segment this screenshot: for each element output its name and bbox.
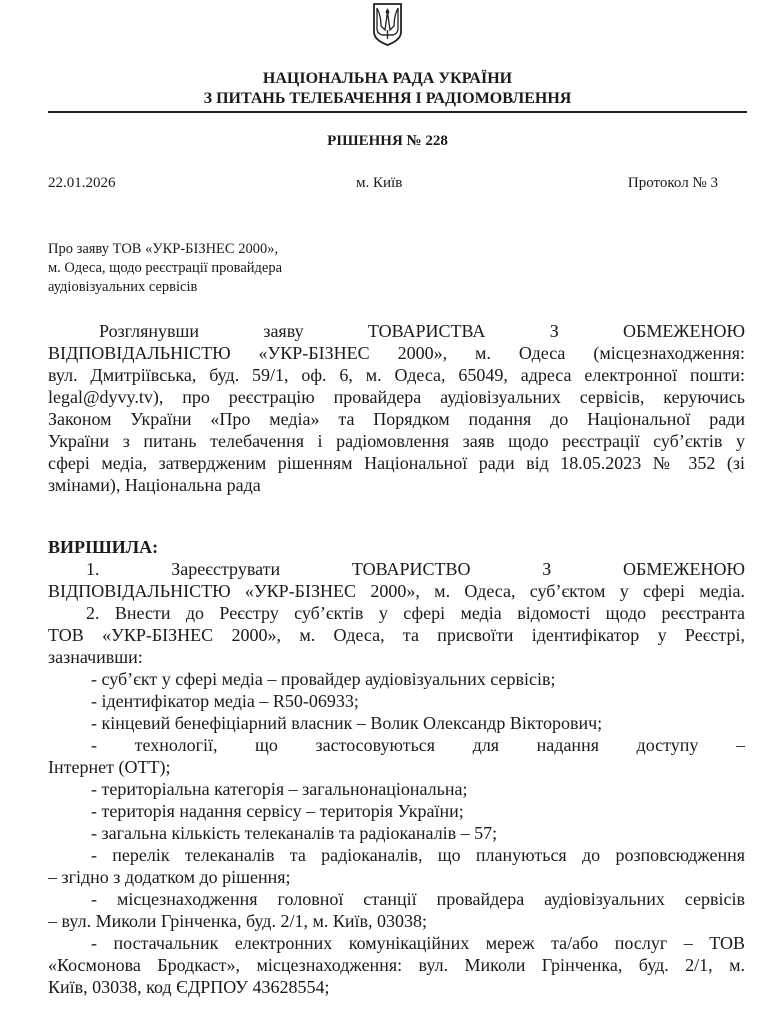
preamble-line: сфері медіа, затвердженим рішенням Національної ради від 18.05.2023 № 352 (зі	[48, 453, 745, 473]
preamble-line: Розглянувши заяву ТОВАРИСТВА З ОБМЕЖЕНОЮ	[99, 321, 745, 341]
detail-line: - суб’єкт у сфері медіа – провайдер аудіовізуальних сервісів;	[91, 669, 556, 689]
detail-line: «Космонова Бродкаст», місцезнаходження: вул. Миколи Грінченка, буд. 2/1, м.	[48, 955, 745, 975]
subject-line: аудіовізуальних сервісів	[48, 279, 198, 295]
decision-subject	[48, 240, 282, 297]
item-2-line: ТОВ «УКР-БІЗНЕС 2000», м. Одеса, та присвоїти ідентифікатор у Реєстрі,	[48, 625, 745, 645]
resolution-section	[48, 536, 745, 998]
preamble-line: Законом України «Про медіа» та Порядком подання до Національної ради	[48, 409, 745, 429]
preamble-line: ВІДПОВІДАЛЬНІСТЮ «УКР-БІЗНЕС 2000», м. Одеса (місцезнаходження:	[48, 343, 745, 363]
council-name-line2: З ПИТАНЬ ТЕЛЕБАЧЕННЯ І РАДІОМОВЛЕННЯ	[203, 90, 572, 107]
preamble-line: України з питань телебачення і радіомовлення заяв щодо реєстрації суб’єктів у	[48, 431, 745, 451]
detail-line: - технології, що застосовуються для надання доступу –	[91, 735, 745, 755]
ukraine-trident-icon	[372, 2, 403, 46]
detail-line: - загальна кількість телеканалів та радіоканалів – 57;	[91, 823, 498, 843]
detail-line: - місцезнаходження головної станції провайдера аудіовізуальних сервісів	[91, 889, 745, 909]
detail-line: - перелік телеканалів та радіоканалів, що плануються до розповсюдження	[91, 845, 745, 865]
protocol-number: Протокол № 3	[627, 175, 718, 191]
preamble-paragraph	[48, 320, 745, 496]
detail-line: Київ, 03038, код ЄДРПОУ 43628554;	[48, 977, 330, 997]
subject-line: м. Одеса, щодо реєстрації провайдера	[48, 260, 283, 276]
detail-line: Інтернет (ОТТ);	[48, 757, 171, 777]
preamble-line: вул. Дмитріївська, буд. 59/1, оф. 6, м. Одеса, 65049, адреса електронної пошти:	[48, 365, 745, 385]
detail-line: - територія надання сервісу – територія України;	[91, 801, 464, 821]
council-name-line1: НАЦІОНАЛЬНА РАДА УКРАЇНИ	[262, 70, 513, 87]
item-1-line: ВІДПОВІДАЛЬНІСТЮ «УКР-БІЗНЕС 2000», м. Одеса, суб’єктом у сфері медіа.	[48, 581, 745, 601]
detail-line: – згідно з додатком до рішення;	[48, 867, 291, 887]
detail-line: - кінцевий бенефіціарний власник – Волик Олександр Вікторович;	[91, 713, 603, 733]
detail-line: - ідентифікатор медіа – R50-06933;	[91, 691, 359, 711]
preamble-line: змінами), Національна рада	[48, 475, 261, 495]
detail-line: - постачальник електронних комунікаційних мереж та/або послуг – ТОВ	[91, 933, 745, 953]
resolved-heading: ВИРІШИЛА:	[48, 537, 159, 557]
header-divider	[48, 111, 747, 113]
detail-line: – вул. Миколи Грінченка, буд. 2/1, м. Київ, 03038;	[48, 911, 427, 931]
detail-line: - територіальна категорія – загальнонаціональна;	[91, 779, 468, 799]
preamble-line: legal@dyvy.tv), про реєстрацію провайдера аудіовізуальних сервісів, керуючись	[48, 387, 745, 407]
subject-line: Про заяву ТОВ «УКР-БІЗНЕС 2000»,	[48, 241, 279, 257]
item-2-line: 2. Внести до Реєстру суб’єктів у сфері медіа відомості щодо реєстранта	[86, 603, 745, 623]
item-2-line: зазначивши:	[48, 647, 143, 667]
decision-title: РІШЕННЯ № 228	[327, 133, 448, 149]
decision-place: м. Київ	[356, 175, 403, 191]
decision-date: 22.01.2026	[48, 175, 116, 191]
item-1-line: 1. Зареєструвати ТОВАРИСТВО З ОБМЕЖЕНОЮ	[86, 559, 745, 579]
